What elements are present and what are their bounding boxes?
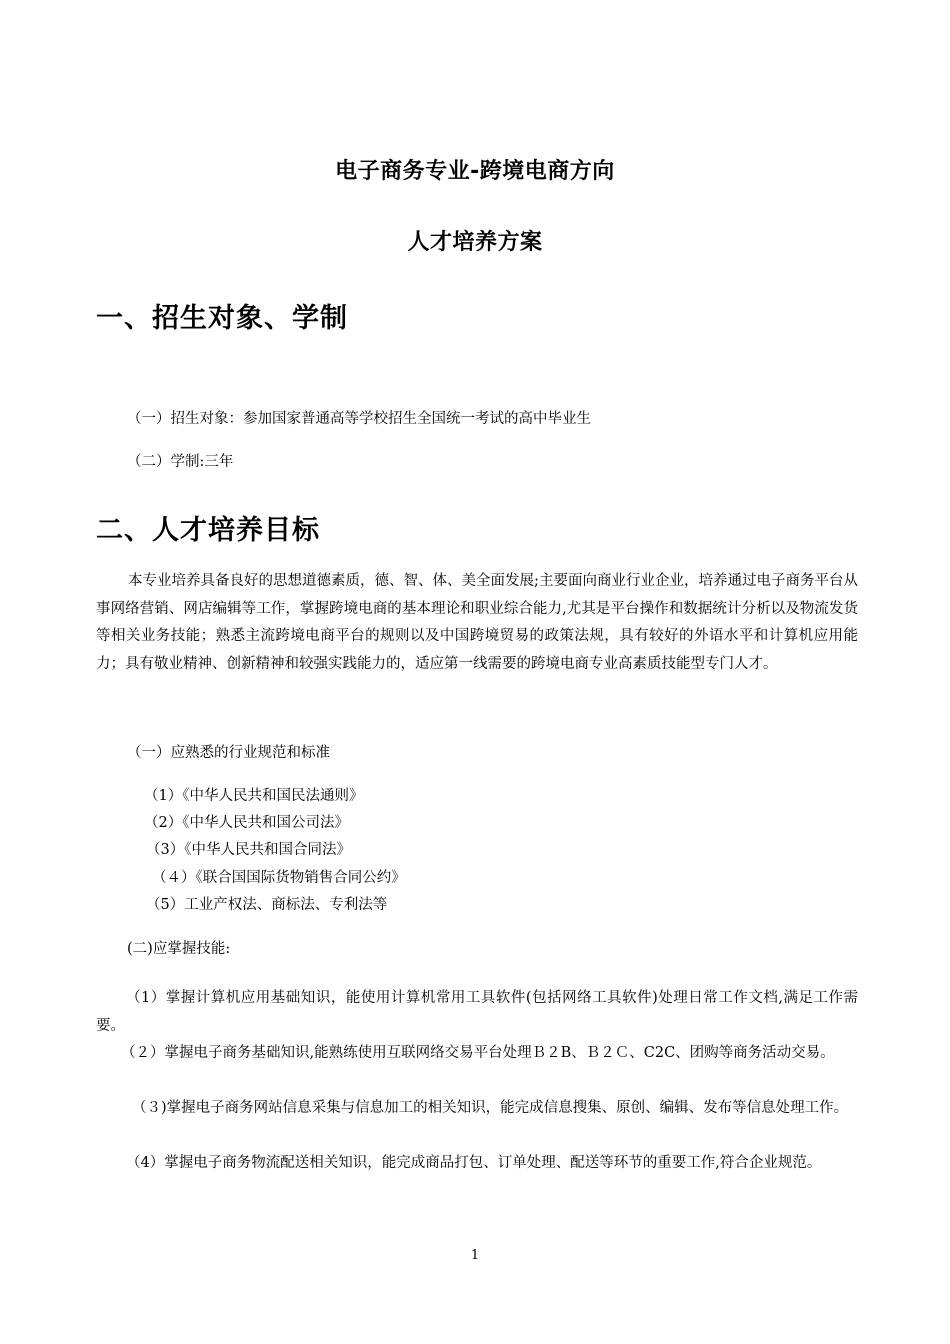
regulation-item: （2）《中华人民共和国公司法》 bbox=[144, 815, 349, 831]
document-subtitle: 人才培养方案 bbox=[407, 230, 543, 255]
page-number: 1 bbox=[470, 1248, 480, 1263]
skill-item: （1）掌握计算机应用基础知识，能使用计算机常用工具软件(包括网络工具软件)处理日常工作文档,满足工作需要。 bbox=[96, 990, 858, 1034]
skill-item: （4）掌握电子商务物流配送相关知识，能完成商品打包、订单处理、配送等环节的重要工作,符合企业规范。 bbox=[126, 1155, 822, 1171]
regulation-item: （5）工业产权法、商标法、专利法等 bbox=[146, 897, 388, 913]
subsection-heading-skills: (二)应掌握技能: bbox=[127, 941, 231, 957]
regulation-item: （1）《中华人民共和国民法通则》 bbox=[144, 788, 364, 804]
section-heading-enrollment: 一、招生对象、学制 bbox=[96, 303, 348, 334]
document-title: 电子商务专业-跨境电商方向 bbox=[335, 159, 615, 184]
training-goals-paragraph: 本专业培养具备良好的思想道德素质，德、智、体、美全面发展;主要面向商业行业企业，培养通过电子商务平台从事网络营销、网店编辑等工作，掌握跨境电商的基本理论和职业综合能力,尤其是平台操作和数据统计分析以及物流发货等相关业务技能；熟悉主流跨境电商平台的规则以及中国跨境贸易的政策法规，具有较好的外语水平和计算机应用能力；具有敬业精神、创新精神和较强实践能力的，适应第一线需要的跨境电商专业高素质技能型专门人才。 bbox=[96, 573, 858, 672]
study-duration: （二）学制:三年 bbox=[127, 454, 234, 470]
enrollment-target: （一）招生对象：参加国家普通高等学校招生全国统一考试的高中毕业生 bbox=[127, 411, 591, 427]
skill-item: （２）掌握电子商务基础知识,能熟练使用互联网络交易平台处理Ｂ２B、Ｂ２Ｃ、C2C、团购等商务活动交易。 bbox=[121, 1045, 835, 1061]
skill-item: （３)掌握电子商务网站信息采集与信息加工的相关知识，能完成信息搜集、原创、编辑、发布等信息处理工作。 bbox=[132, 1100, 849, 1116]
regulation-item: （４）《联合国国际货物销售合同公约》 bbox=[152, 870, 406, 886]
regulation-item: （3）《中华人民共和国合同法》 bbox=[146, 842, 351, 858]
subsection-heading-regulations: （一）应熟悉的行业规范和标准 bbox=[127, 745, 330, 761]
section-heading-training-goals: 二、人才培养目标 bbox=[96, 515, 320, 546]
